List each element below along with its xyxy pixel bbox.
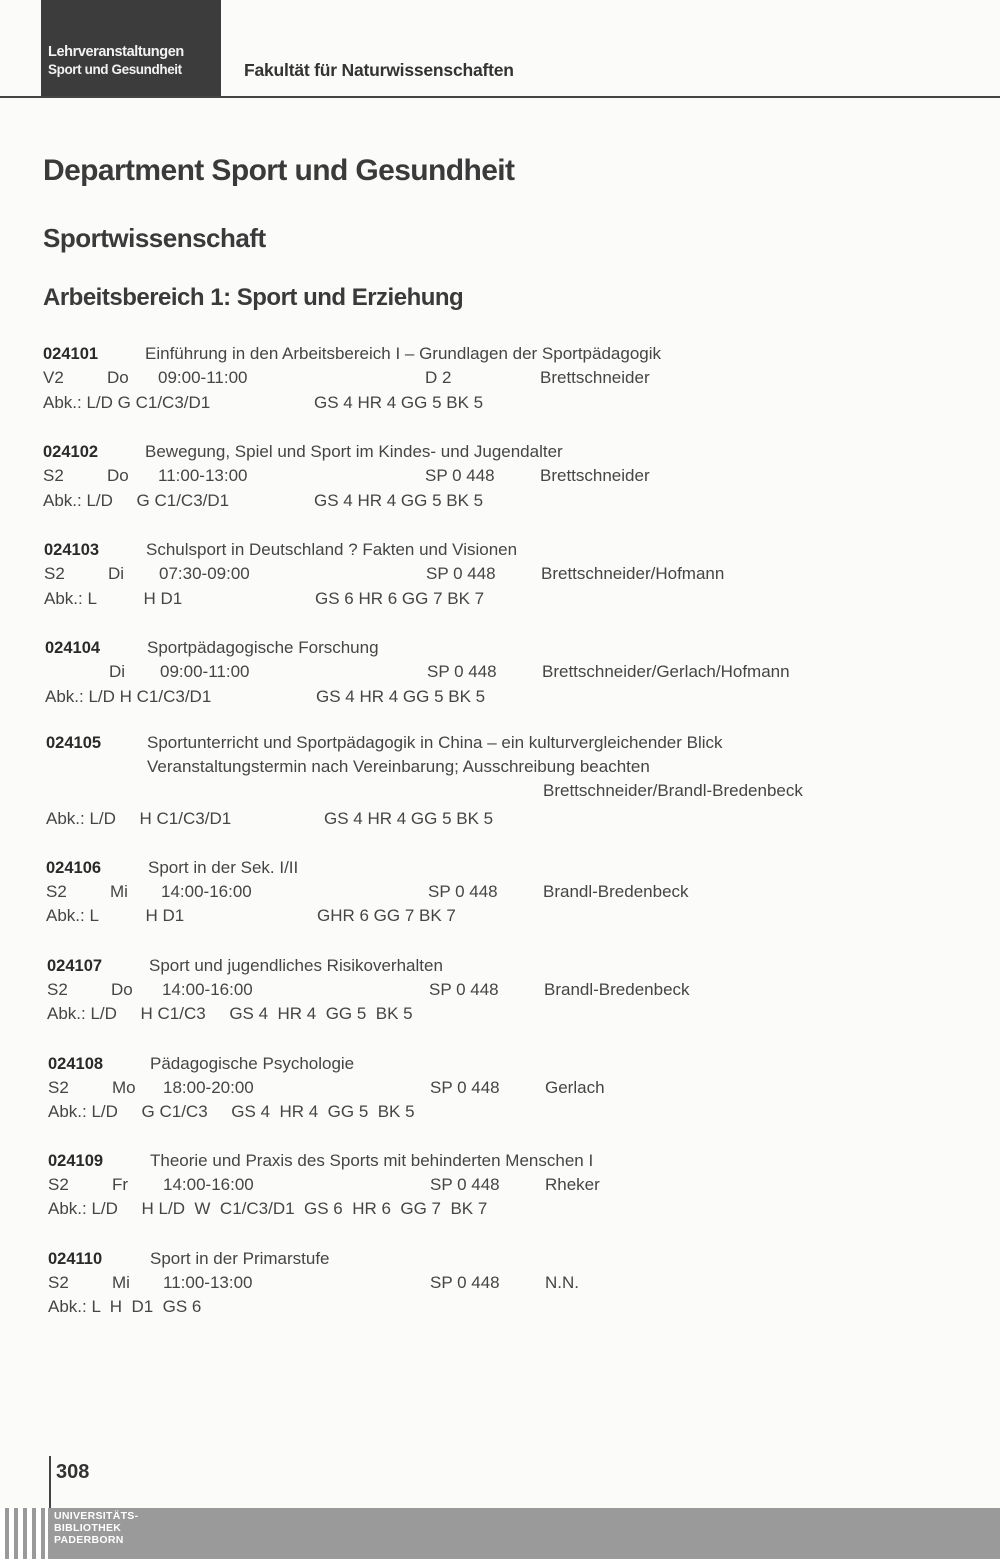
course-room: SP 0 448 [430, 1273, 500, 1292]
library-line2: BIBLIOTHEK [54, 1522, 122, 1534]
course-room: SP 0 448 [425, 466, 495, 485]
course-lecturer: Brettschneider/Brandl-Bredenbeck [543, 781, 803, 800]
course-abk: Abk.: L H D1 GS 6 [48, 1297, 202, 1316]
department-heading: Department Sport und Gesundheit [43, 154, 515, 187]
course-number: 024106 [46, 859, 102, 877]
course-title: Sport in der Primarstufe [150, 1249, 330, 1268]
library-footer-bar [0, 1508, 1000, 1559]
page-number: 308 [56, 1461, 90, 1483]
subsection-heading: Arbeitsbereich 1: Sport und Erziehung [43, 284, 464, 311]
course-codes: GS 4 HR 4 GG 5 BK 5 [314, 491, 484, 510]
course-day: Fr [112, 1175, 129, 1194]
course-number: 024109 [48, 1152, 104, 1170]
header-box-line1: Lehrveranstaltungen [48, 44, 184, 60]
course-lecturer: Rheker [545, 1175, 600, 1194]
course-type: S2 [48, 1175, 69, 1194]
course-lecturer: Brettschneider [540, 368, 650, 387]
course-type: S2 [48, 1078, 69, 1097]
course-room: SP 0 448 [429, 980, 499, 999]
page-number-rule [49, 1456, 51, 1516]
course-title: Einführung in den Arbeitsbereich I – Grundlagen der Sportpädagogik [145, 344, 662, 363]
course-type: S2 [46, 882, 67, 901]
course-number: 024108 [48, 1055, 104, 1073]
course-title: Bewegung, Spiel und Sport im Kindes- und Jugendalter [145, 442, 563, 461]
course-abk: Abk.: L/D H L/D W C1/C3/D1 GS 6 HR 6 GG 7 BK 7 [48, 1199, 488, 1218]
header-section-box [41, 0, 221, 96]
course-title: Theorie und Praxis des Sports mit behinderten Menschen I [150, 1151, 594, 1170]
course-time: 09:00-11:00 [160, 662, 250, 681]
course-title: Sport und jugendliches Risikoverhalten [149, 956, 443, 975]
course-room: SP 0 448 [426, 564, 496, 583]
course-codes: GS 4 HR 4 GG 5 BK 5 [314, 393, 484, 412]
course-title: Sport in der Sek. I/II [148, 858, 299, 877]
course-room: SP 0 448 [430, 1078, 500, 1097]
course-number: 024104 [45, 639, 101, 657]
course-codes: GS 4 HR 4 GG 5 BK 5 [316, 687, 486, 706]
course-room: SP 0 448 [427, 662, 497, 681]
course-number: 024107 [47, 957, 103, 975]
course-time: 14:00-16:00 [162, 980, 253, 999]
course-day: Mi [110, 882, 128, 901]
header-divider [0, 96, 1000, 98]
course-room: D 2 [425, 368, 452, 387]
course-room: SP 0 448 [430, 1175, 500, 1194]
course-number: 024110 [48, 1250, 103, 1268]
course-day: Mi [112, 1273, 130, 1292]
library-line1: UNIVERSITÄTS- [54, 1510, 139, 1522]
course-type: S2 [43, 466, 64, 485]
course-room: SP 0 448 [428, 882, 498, 901]
faculty-title: Fakultät für Naturwissenschaften [244, 60, 514, 80]
course-number: 024105 [46, 734, 102, 752]
course-abk: Abk.: L/D H C1/C3/D1 [45, 687, 212, 706]
course-number: 024103 [44, 541, 100, 559]
course-lecturer: Brettschneider/Hofmann [541, 564, 725, 583]
course-lecturer: Gerlach [545, 1078, 605, 1097]
course-abk: Abk.: L/D H C1/C3 GS 4 HR 4 GG 5 BK 5 [47, 1004, 413, 1023]
course-time: 14:00-16:00 [163, 1175, 254, 1194]
header-box-line2: Sport und Gesundheit [48, 62, 182, 77]
course-time: 18:00-20:00 [163, 1078, 254, 1097]
course-type: S2 [44, 564, 65, 583]
course-title-line2: Veranstaltungstermin nach Vereinbarung; Ausschreibung beachten [147, 757, 650, 776]
course-codes: GS 6 HR 6 GG 7 BK 7 [315, 589, 485, 608]
course-day: Mo [112, 1078, 136, 1097]
course-type: S2 [48, 1273, 69, 1292]
course-codes: GS 4 HR 4 GG 5 BK 5 [324, 809, 494, 828]
course-time: 14:00-16:00 [161, 882, 252, 901]
course-time: 11:00-13:00 [158, 466, 248, 485]
course-day: Di [109, 662, 126, 681]
course-lecturer: Brandl-Bredenbeck [543, 882, 689, 901]
course-lecturer: Brettschneider/Gerlach/Hofmann [542, 662, 790, 681]
course-abk: Abk.: L H D1 [46, 906, 185, 925]
course-abk: Abk.: L H D1 [44, 589, 183, 608]
course-lecturer: N.N. [545, 1273, 579, 1292]
course-title: Sportunterricht und Sportpädagogik in China – ein kulturvergleichender Blick [147, 733, 723, 752]
library-name [54, 1510, 138, 1546]
course-abk: Abk.: L/D H C1/C3/D1 [46, 809, 232, 828]
library-logo-icon [0, 1508, 48, 1559]
library-line3: PADERBORN [54, 1534, 124, 1546]
course-lecturer: Brettschneider [540, 466, 650, 485]
course-time: 09:00-11:00 [158, 368, 248, 387]
course-abk: Abk.: L/D G C1/C3 GS 4 HR 4 GG 5 BK 5 [48, 1102, 415, 1121]
course-title: Pädagogische Psychologie [150, 1054, 355, 1073]
course-abk: Abk.: L/D G C1/C3/D1 [43, 491, 230, 510]
course-title: Sportpädagogische Forschung [147, 638, 379, 657]
course-abk: Abk.: L/D G C1/C3/D1 [43, 393, 211, 412]
section-heading: Sportwissenschaft [43, 223, 266, 253]
course-number: 024101 [43, 345, 99, 363]
course-time: 07:30-09:00 [159, 564, 250, 583]
course-type: S2 [47, 980, 68, 999]
course-day: Do [107, 368, 129, 387]
course-codes: GHR 6 GG 7 BK 7 [317, 906, 456, 925]
course-time: 11:00-13:00 [163, 1273, 253, 1292]
course-title: Schulsport in Deutschland ? Fakten und Visionen [146, 540, 518, 559]
course-lecturer: Brandl-Bredenbeck [544, 980, 690, 999]
course-day: Do [111, 980, 133, 999]
course-day: Di [108, 564, 125, 583]
course-number: 024102 [43, 443, 99, 461]
course-day: Do [107, 466, 129, 485]
course-type: V2 [43, 368, 64, 387]
